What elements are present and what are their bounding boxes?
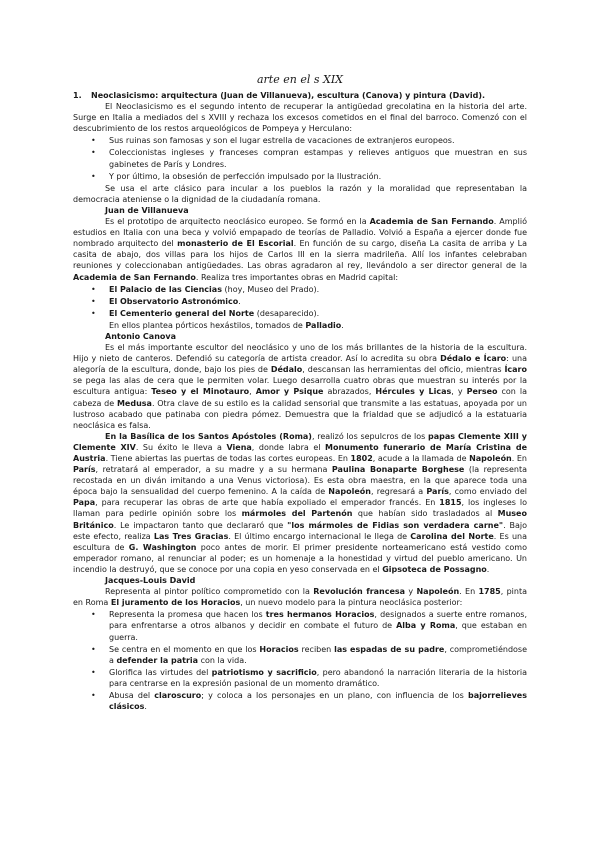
list-item: • Coleccionistas ingleses y franceses compran estampas y relieves antiguos que muestran en sus gabinetes de París y Londres. xyxy=(101,147,527,169)
bold-run: "los mármoles de Fidias son verdadera carne" xyxy=(287,520,504,530)
list-item: • Abusa del claroscuro; y coloca a los personajes en un plano, con influencia de los bajorrelieves clásicos. xyxy=(101,690,527,712)
bold-run: Dédalo xyxy=(270,365,303,375)
text-run: . En función de su cargo, diseña La casita de arriba y La casita de abajo, dos villas para los hijos de Carlos III en la sierra madrileña. Allí los infantes celebraban reuniones y coleccionaban antigüedades. Las obras agradaron al rey, llevándolo a ser director general de la xyxy=(73,239,527,271)
list-item: • Sus ruinas son famosas y son el lugar estrella de vacaciones de extranjeros europeos. xyxy=(101,135,527,146)
bold-run: Palladio xyxy=(305,320,342,330)
villanueva-works xyxy=(73,284,527,319)
text-run: . Amplió estudios en Italia con una beca y volvió empapado de teorías de Palladio. Volvió a España a ejercer donde fue nombrado arquitecto del xyxy=(73,217,527,249)
closing-paragraph: Se usa el arte clásico para incular a los pueblos la razón y la moralidad que representaban la democracia ateniense o la dignidad de la ciudadanía romana. xyxy=(73,183,527,204)
bold-run: mármoles del Partenón xyxy=(241,509,353,519)
bold-run: Napoleón xyxy=(416,587,460,597)
villanueva-heading: Juan de Villanueva xyxy=(105,205,189,215)
david-heading: Jacques-Louis David xyxy=(105,576,196,586)
bold-run: El Palacio de las Ciencias xyxy=(109,284,222,294)
list-item: • Se centra en el momento en que los Horacios reciben las espadas de su padre, comprometiéndose a defender la patria con la vida. xyxy=(101,644,527,666)
document-page xyxy=(73,72,527,713)
bold-run: tres hermanos Horacios xyxy=(265,610,375,620)
text-run: (hoy, Museo del Prado). xyxy=(221,284,320,294)
bold-run: El Cementerio general del Norte xyxy=(109,308,255,318)
bold-run: G. Washington xyxy=(128,542,197,552)
list-item xyxy=(101,308,527,319)
bold-run: Academia de San Fernando xyxy=(369,217,494,227)
david-paragraph: Representa al pintor político comprometido con la Revolución francesa y Napoleón. En 1785, pinta en Roma El juramento de los Horacios, un nuevo modelo para la pintura neoclásica posterior: xyxy=(73,587,528,608)
canova-paragraph-1: Es el más importante escultor del neoclásico y uno de los más brillantes de la historia de la escultura. Hijo y nieto de canteros. Defendió su categoría de artista creador. Así lo acredita su obra Dédalo e Ícaro: una alegoría de la escultura, donde, bajo los pies de Dédalo, descansan las herramientas del oficio, mientras Ícaro se pega las alas de cera que le permiten volar. Luego desarrolla cuatro obras que muestran su interés por la escultura antigua: Teseo y el Minotauro, Amor y Psique abrazados, Hércules y Licas, y Perseo con la cabeza de Medusa. Otra clave de su estilo es la calidad sensorial que transmite a las estatuas, apoyada por un lustroso acabado que patinaba con piedra pómez. Demuestra que la frialdad que se adjudicó a la estatuaria neoclásica es falsa. xyxy=(73,343,528,430)
text-run: En ellos plantea pórticos hexástilos, tomados de xyxy=(109,320,306,330)
villanueva-paragraph xyxy=(73,216,527,283)
bold-run: monasterio de El Escorial xyxy=(177,239,294,249)
bold-run: París xyxy=(73,465,96,475)
bold-run: Viena xyxy=(226,442,252,452)
list-item: • Representa la promesa que hacen los tres hermanos Horacios, designados a suerte entre romanos, para enfrentarse a otros albanos y decidir en combate el futuro de Alba y Roma, que estaban en guerra. xyxy=(101,609,527,642)
bold-run: Napoleón xyxy=(328,487,371,497)
bold-run: Teseo y el Minotauro xyxy=(151,387,250,397)
bold-run: En la Basílica de los Santos Apóstoles (Roma) xyxy=(105,431,312,441)
bold-run: defender la patria xyxy=(116,655,199,665)
list-item xyxy=(101,296,527,307)
bold-run: Monumento funerario de María Cristina de Austria xyxy=(73,442,527,463)
bold-run: Perseo xyxy=(466,387,498,397)
section-heading xyxy=(73,90,527,101)
text-run: Es el prototipo de arquitecto neoclásico europeo. Se formó en la xyxy=(105,217,370,227)
bold-run: papas Clemente XIII y Clemente XIV xyxy=(73,431,527,452)
intro-paragraph: El Neoclasicismo es el segundo intento de recuperar la antigüedad grecolatina en la historia del arte. Surge en Italia a mediados del s XVIII y rechaza los excesos cometidos en el final del barroco. Comenzó con el descubrimiento de los restos arqueológicos de Pompeya y Herculano: xyxy=(73,102,527,134)
bold-run: Carolina del Norte xyxy=(410,531,494,541)
section-number: 1. xyxy=(73,91,82,100)
canova-heading: Antonio Canova xyxy=(105,331,176,341)
bold-run: patriotismo y sacrificio xyxy=(211,667,317,677)
bold-run: Hércules y Licas xyxy=(375,387,452,397)
bold-run: Las Tres Gracias xyxy=(153,531,229,541)
text-run: . xyxy=(341,320,344,330)
bold-run: claroscuro xyxy=(154,690,202,700)
bold-run: París xyxy=(426,487,449,497)
bold-run: bajorrelieves clásicos xyxy=(109,690,527,712)
list-item: • Y por último, la obsesión de perfección impulsado por la Ilustración. xyxy=(101,171,527,182)
text-run: . Realiza tres importantes obras en Madrid capital: xyxy=(195,272,399,282)
bold-run: El juramento de los Horacios xyxy=(110,598,241,608)
section-heading-text: Neoclasicismo: arquitectura (Juan de Villanueva), escultura (Canova) y pintura (David). xyxy=(91,91,486,100)
bold-run: Dédalo e Ícaro xyxy=(440,354,507,364)
bold-run: Napoleón xyxy=(469,454,512,463)
bold-run: Paulina Bonaparte Borghese xyxy=(331,465,465,475)
david-bullets xyxy=(73,609,527,712)
villanueva-note xyxy=(73,320,527,331)
list-item: • Glorifica las virtudes del patriotismo y sacrificio, pero abandonó la narración literaria de la historia para centrarse en la expresión pasional de un momento dramático. xyxy=(101,667,527,689)
bold-run: Horacios xyxy=(259,644,299,654)
text-run: (desaparecido). xyxy=(254,308,320,318)
bold-run: Ícaro xyxy=(504,365,527,375)
bold-run: Papa xyxy=(73,498,96,508)
bold-run: Gipsoteca de Possagno xyxy=(382,564,487,574)
bold-run: Medusa xyxy=(116,398,152,408)
list-item xyxy=(101,284,527,295)
bold-run: 1785 xyxy=(478,587,501,597)
bold-run: las espadas de su padre xyxy=(334,644,445,654)
bold-run: 1815 xyxy=(439,498,462,508)
bold-run: Revolución francesa xyxy=(313,587,406,597)
bold-run: Amor y Psique xyxy=(255,387,324,397)
document-title: arte en el s XIX xyxy=(256,73,343,86)
intro-bullets xyxy=(73,135,527,181)
canova-paragraph-2: En la Basílica de los Santos Apóstoles (Roma), realizó los sepulcros de los papas Clemente XIII y Clemente XIV. Su éxito le lleva a Viena, donde labra el Monumento funerario de María Cristina de Austria. Tiene abiertas las puertas de todas las cortes europeas. En 1802, acude a la llamada de Napoleón. En París, retratará al emperador, a su madre y a su hermana Paulina Bonaparte Borghese (la representa recostada en un diván imitando a una Venus victoriosa). Es esta obra maestra, en la que aparece toda una época bajo la sensualidad del cuerpo femenino. A la caída de Napoleón, regresará a París, como enviado del Papa, para recuperar las obras de arte que había expoliado el emperador francés. En 1815, los ingleses lo llaman para pedirle opinión sobre los mármoles del Partenón que habían sido trasladados al Museo Británico. Le impactaron tanto que declararó que "los mármoles de Fidias son verdadera carne". Bajo este efecto, realiza Las Tres Gracias. El último encargo internacional le llega de Carolina del Norte. Es una escultura de G. Washington poco antes de morir. El primer presidente norteamericano está vestido como emperador romano, al renunciar al poder; es un homenaje a la honestidad y virtud del pueblo americano. Un incendio la destruyó, que se conoce por una copia en yeso conservada en el Gipsoteca de Possagno. xyxy=(73,431,528,574)
bold-run: 1802 xyxy=(350,454,373,463)
bold-run: Academia de San Fernando xyxy=(73,272,196,282)
text-run: . xyxy=(238,296,241,306)
bold-run: Alba y Roma xyxy=(396,621,456,631)
bold-run: Museo Británico xyxy=(73,509,527,530)
bold-run: El Observatorio Astronómico xyxy=(109,296,239,306)
